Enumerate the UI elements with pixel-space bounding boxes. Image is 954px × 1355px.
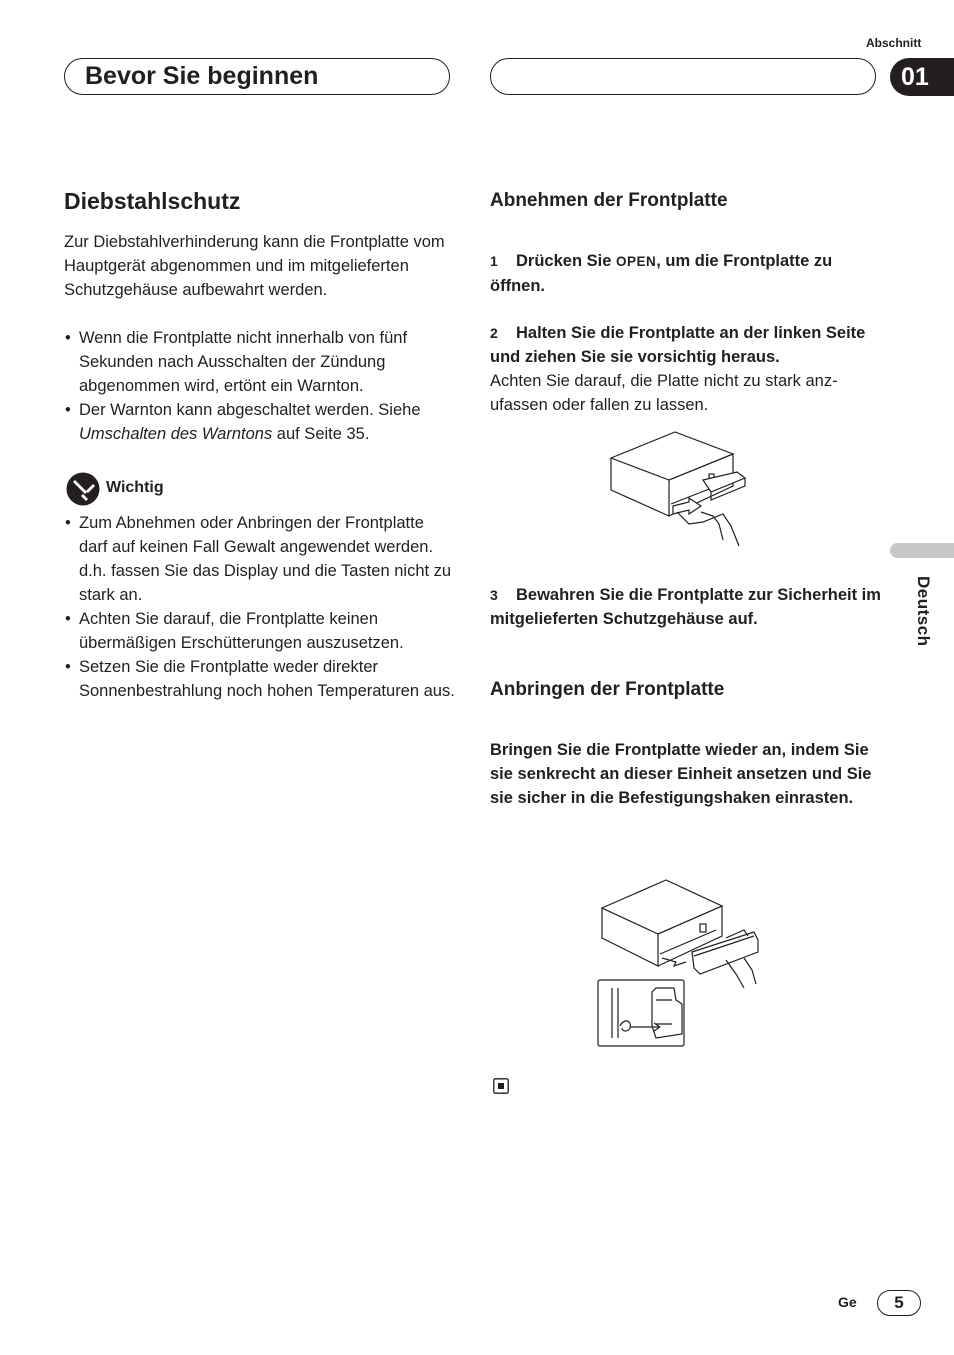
list-item: • Der Warnton kann abgeschaltet werden. Siehe Umschalten des Warntons auf Seite 35. — [64, 398, 456, 446]
list-item: • Achten Sie darauf, die Frontplatte keinen übermäßigen Erschütterungen auszusetzen. — [64, 607, 456, 655]
attach-instructions: Bringen Sie die Frontplatte wieder an, indem Sie sie senkrecht an dieser Einheit ansetzen und Sie sie sicher in die Befestigungshaken einrasten. — [490, 741, 872, 807]
header-empty-box — [490, 58, 876, 95]
important-bullets — [64, 511, 456, 703]
step-2: 2 Halten Sie die Frontplatte an der linken Seite und ziehen Sie sie vorsichtig heraus. — [490, 321, 880, 369]
step-2-note: Achten Sie darauf, die Platte nicht zu stark anz-ufassen oder fallen zu lassen. — [490, 372, 838, 414]
attach-front-panel-illustration — [596, 876, 764, 1048]
step-number: 2 — [490, 325, 498, 341]
chapter-title-box — [64, 58, 450, 95]
language-code: Ge — [838, 1294, 857, 1310]
heading-remove-panel: Abnehmen der Frontplatte — [490, 190, 728, 211]
important-icon — [66, 472, 100, 506]
step-3: 3 Bewahren Sie die Frontplatte zur Sicherheit im mitgelieferten Schutzgehäuse auf. — [490, 583, 885, 631]
intro-paragraph: Zur Diebstahlverhinderung kann die Frontplatte vom Hauptgerät abgenommen und im mitgelieferten Schutzgehäuse aufbewahrt werden. — [64, 233, 445, 299]
language-tab-bar — [890, 543, 954, 558]
list-item: • Setzen Sie die Frontplatte weder direkter Sonnenbestrahlung noch hohen Temperaturen aus. — [64, 655, 456, 703]
heading-diebstahlschutz: Diebstahlschutz — [64, 188, 241, 214]
section-number: 01 — [890, 58, 954, 96]
cross-reference-link[interactable]: Umschalten des Warntons — [79, 425, 273, 443]
language-tab-label: Deutsch — [914, 576, 933, 647]
remove-front-panel-illustration — [605, 428, 747, 550]
heading-attach-panel: Anbringen der Frontplatte — [490, 679, 725, 700]
chapter-title: Bevor Sie beginnen — [85, 62, 319, 90]
list-item: • Wenn die Frontplatte nicht innerhalb von fünf Sekunden nach Ausschalten der Zündung abgenommen wird, ertönt ein Warnton. — [64, 326, 456, 398]
key-open: OPEN — [615, 254, 657, 269]
section-caption: Abschnitt — [866, 36, 922, 50]
step-number: 3 — [490, 587, 498, 603]
important-label: Wichtig — [106, 479, 164, 496]
end-of-section-icon — [493, 1078, 509, 1094]
page-number: 5 — [877, 1290, 921, 1316]
list-item: • Zum Abnehmen oder Anbringen der Frontplatte darf auf keinen Fall Gewalt angewendet werden. d.h. fassen Sie das Display und die Tasten nicht zu stark an. — [64, 511, 456, 607]
step-number: 1 — [490, 253, 498, 269]
theft-bullets — [64, 326, 456, 446]
step-1: 1 Drücken Sie OPEN, um die Frontplatte zu öffnen. — [490, 249, 880, 298]
